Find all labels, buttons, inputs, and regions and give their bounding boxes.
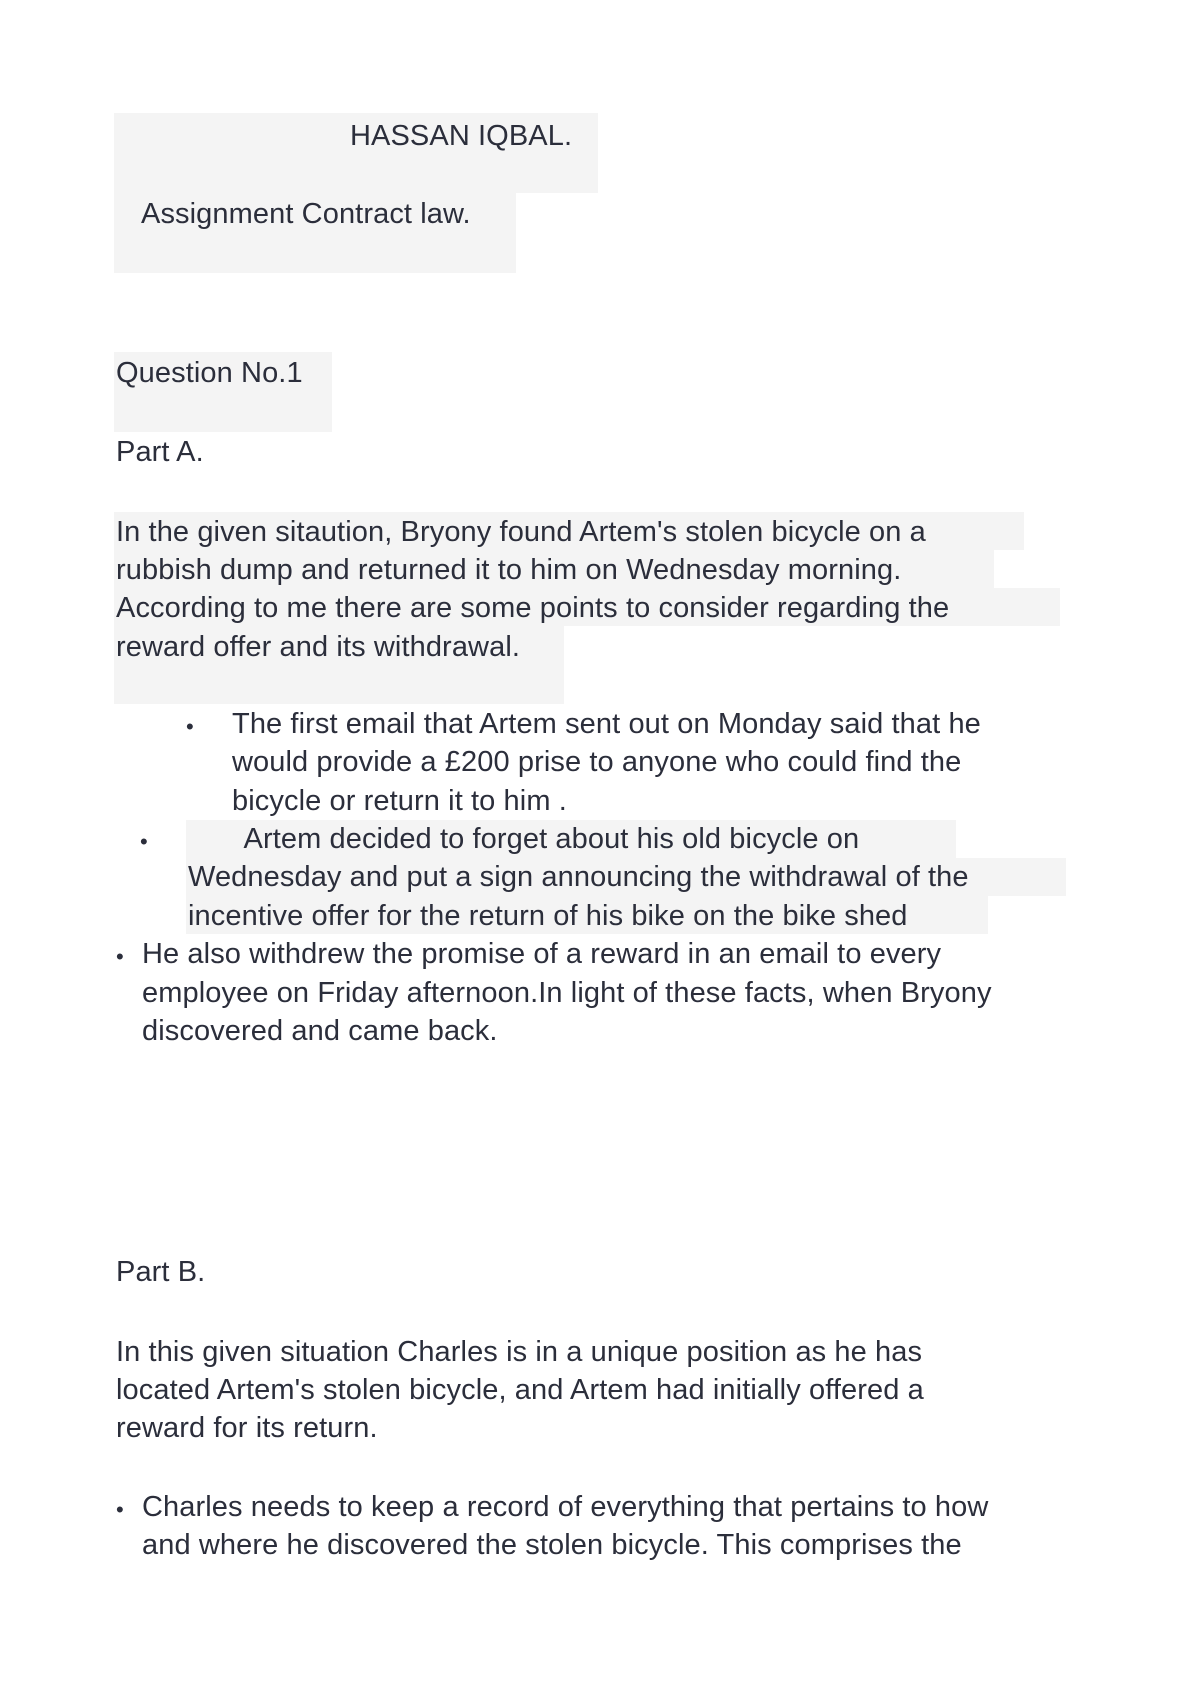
assignment-subtitle: Assignment Contract law. <box>141 198 471 230</box>
part-b-bullet-line: and where he discovered the stolen bicycle. This comprises the <box>142 1529 962 1561</box>
bullet-marker: • <box>140 829 148 854</box>
part-b-intro-line: In this given situation Charles is in a unique position as he has <box>116 1336 923 1368</box>
part-a-bullet-line: incentive offer for the return of his bike on the bike shed <box>188 900 908 932</box>
author-name: HASSAN IQBAL. <box>350 120 573 152</box>
part-a-bullet-line: Wednesday and put a sign announcing the withdrawal of the <box>188 861 969 893</box>
part-a-bullet-line: He also withdrew the promise of a reward in an email to every <box>142 938 942 970</box>
part-a-bullet-line: Artem decided to forget about his old bicycle on <box>188 823 860 855</box>
part-a-bullet-line: employee on Friday afternoon.In light of these facts, when Bryony <box>142 977 992 1009</box>
part-a-bullet-line: The first email that Artem sent out on Monday said that he <box>232 708 981 740</box>
part-b-intro-line: reward for its return. <box>116 1412 378 1444</box>
part-b-intro-line: located Artem's stolen bicycle, and Artem had initially offered a <box>116 1374 924 1406</box>
part-a-intro-line: reward offer and its withdrawal. <box>116 631 521 663</box>
part-a-intro-line: rubbish dump and returned it to him on Wednesday morning. <box>116 554 902 586</box>
part-a-bullet-line: discovered and came back. <box>142 1015 498 1047</box>
bullet-marker: • <box>116 944 124 969</box>
part-b-bullet-line: Charles needs to keep a record of everything that pertains to how <box>142 1491 989 1523</box>
question-heading: Question No.1 <box>116 357 303 389</box>
part-a-heading: Part A. <box>116 436 204 468</box>
bullet-marker: • <box>186 714 194 739</box>
part-a-intro-line: According to me there are some points to consider regarding the <box>116 592 950 624</box>
part-a-bullet-line: would provide a £200 prise to anyone who could find the <box>232 746 962 778</box>
part-a-intro-line: In the given sitaution, Bryony found Artem's stolen bicycle on a <box>116 516 926 548</box>
part-a-bullet-line: bicycle or return it to him . <box>232 785 567 817</box>
bullet-marker: • <box>116 1497 124 1522</box>
part-b-heading: Part B. <box>116 1256 206 1288</box>
